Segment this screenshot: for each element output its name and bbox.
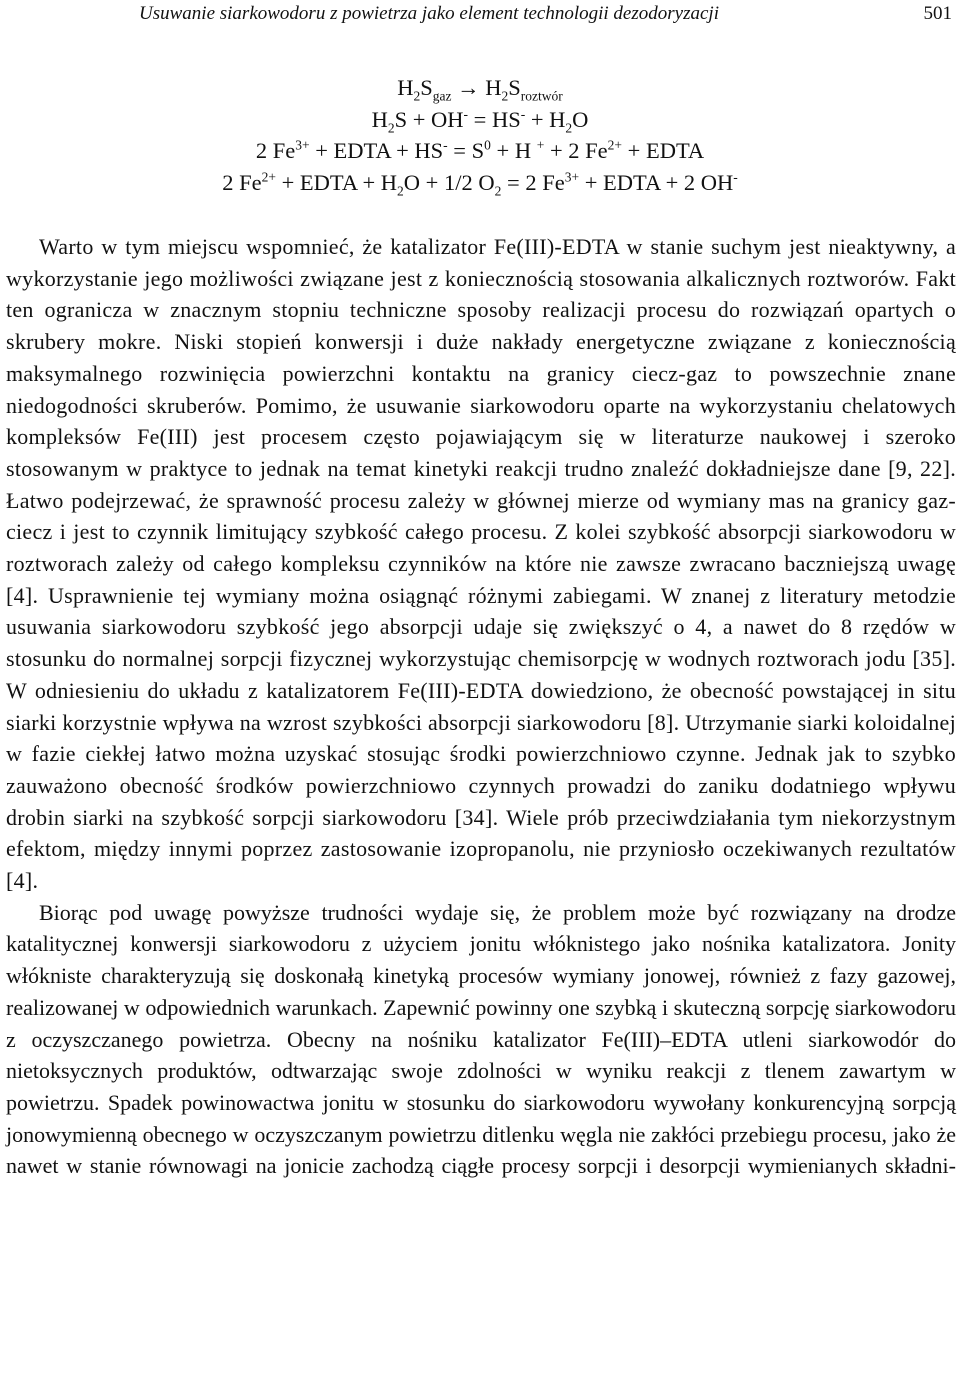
eq-text: 2 Fe: [255, 138, 296, 163]
eq-subscript: 2: [501, 88, 509, 104]
eq-superscript: -: [520, 106, 526, 121]
eq-text: O + 1/2 O: [403, 169, 495, 195]
equation-1: [0, 72, 960, 104]
equation-block: [0, 72, 960, 198]
running-title: Usuwanie siarkowodoru z powietrza jako element technologii dezodoryzacji: [139, 3, 719, 24]
eq-text: 2 Fe: [222, 169, 262, 195]
eq-superscript: -: [463, 106, 469, 121]
eq-text: + EDTA + HS: [309, 138, 444, 163]
eq-subscript: roztwór: [520, 88, 563, 104]
eq-superscript: 2+: [607, 137, 623, 153]
eq-text: + 2 Fe: [544, 138, 608, 163]
eq-text: = S: [447, 138, 485, 163]
running-header: [0, 0, 960, 28]
eq-text: + H: [490, 138, 537, 163]
eq-superscript: -: [443, 137, 448, 153]
eq-text: H: [397, 75, 414, 100]
paragraph-1: Warto w tym miejscu wspomnieć, że katalizator Fe(III)-EDTA w stanie suchym jest nieaktywny, a wykorzystanie jego możliwości związane jest z koniecznością stosowania alkalicznych roztworów. Fakt ten ogranicza w znacznym stopniu techniczne sposoby realizacji procesu do rozwiązań opartych o skrubery mokre. Niski stopień konwersji i duże nakłady energetyczne związane z koniecznością maksymalnego rozwinięcia powierzchni kontaktu na granicy ciecz-gaz to powszechnie znane niedogodności skruberów. Pomimo, że usuwanie siarkowodoru oparte na wykorzystaniu chelatowych kompleksów Fe(III) jest procesem często pojawiającym się w literaturze naukowej i szeroko stosowanym w praktyce to jednak na temat kinetyki reakcji trudno znaleźć dokładniejsze dane [9, 22]. Łatwo podejrzewać, że sprawność procesu zależy w głównej mierze od wymiany mas na granicy gaz-ciecz i jest to czynnik limitujący szybkość całego procesu. Z kolei szybkość absorpcji siarkowodoru w roztworach zależy od całego kompleksu czynników na które nie zawsze zwracano baczniejszą uwagę [4]. Usprawnienie tej wymiany można osiągnąć różnymi zabiegami. W znanej z literatury metodzie usuwania siarkowodoru szybkość jego absorpcji udaje się zwiększyć o 4, a nawet do 8 rzędów w stosunku do normalnej sorpcji fizycznej wykorzystując chemisorpcję w wodnych roztworach jodu [35]. W odniesieniu do układu z katalizatorem Fe(III)-EDTA dowiedziono, że obecność powstającej in situ siarki korzystnie wpływa na wzrost szybkości absorpcji siarkowodoru [8]. Utrzymanie siarki koloidalnej w fazie ciekłej łatwo można uzyskać stosując środki powierzchniowo czynne. Jednak jak to szybko zauważono obecność środków powierzchniowo czynnych prowadzi do zaniku dodatniego wpływu drobin siarki na szybkość sorpcji siarkowodoru [34]. Wiele prób przeciwdziałania tym niekorzystnym efektom, między innymi poprzez zastosowanie izopropanolu, nie przyniosło oczekiwanych rezultatów [4].: [6, 234, 956, 894]
eq-subscript: 2: [413, 88, 421, 104]
equation-2: [0, 104, 960, 136]
eq-text: H: [371, 106, 388, 132]
page-number: 501: [923, 3, 952, 24]
eq-text: H: [485, 75, 502, 100]
eq-text: = 2 Fe: [501, 169, 565, 195]
eq-text: S + OH: [394, 106, 464, 132]
equation-4: [0, 167, 960, 199]
eq-text: + EDTA: [622, 138, 705, 163]
equation-3: [0, 135, 960, 167]
eq-superscript: 2+: [261, 169, 276, 184]
body-text: [6, 231, 956, 1182]
eq-subscript: gaz: [432, 88, 452, 104]
eq-subscript: 2: [397, 183, 404, 198]
eq-text: = HS: [468, 106, 521, 132]
eq-text: S: [420, 75, 433, 100]
eq-superscript: -: [733, 169, 738, 184]
eq-text: + H: [525, 106, 566, 132]
eq-text: + EDTA + H: [275, 169, 398, 195]
eq-subscript: 2: [565, 120, 573, 135]
eq-superscript: 3+: [564, 169, 580, 184]
eq-text: S: [508, 75, 521, 100]
eq-subscript: 2: [494, 183, 502, 198]
paragraph-2: Biorąc pod uwagę powyższe trudności wydaje się, że problem może być rozwiązany na drodze katalitycznej konwersji siarkowodoru z użyciem jonitu włóknistego jako nośnika katalizatora. Jonity włókniste charakteryzują się doskonałą kinetyką procesów wymiany jonowej, również z fazy gazowej, realizowanej w odpowiednich warunkach. Zapewnić powinny one szybką i skuteczną sorpcję siarkowodoru z oczyszczanego powietrza. Obecny na nośniku katalizator Fe(III)–EDTA utleni siarkowodór do nietoksycznych produktów, odtwarzając swoje zdolności w wyniku reakcji z tlenem zawartym w powietrzu. Spadek powinowactwa jonitu w stosunku do siarkowodoru wywołany konkurencyjną sorpcją jonowymienną obecnego w oczyszczanym powietrzu ditlenku węgla nie zakłóci przebiegu procesu, jako że nawet w stanie równowagi na jonicie zachodzą ciągłe procesy sorpcji i desorpcji wymienianych składni-: [6, 899, 956, 1179]
eq-text: O: [572, 106, 589, 132]
eq-subscript: 2: [387, 120, 395, 135]
arrow-icon: →: [457, 75, 480, 100]
eq-superscript: +: [536, 137, 545, 153]
eq-superscript: 3+: [295, 137, 310, 153]
eq-superscript: 0: [484, 137, 491, 153]
eq-text: + EDTA + 2 OH: [579, 169, 734, 195]
